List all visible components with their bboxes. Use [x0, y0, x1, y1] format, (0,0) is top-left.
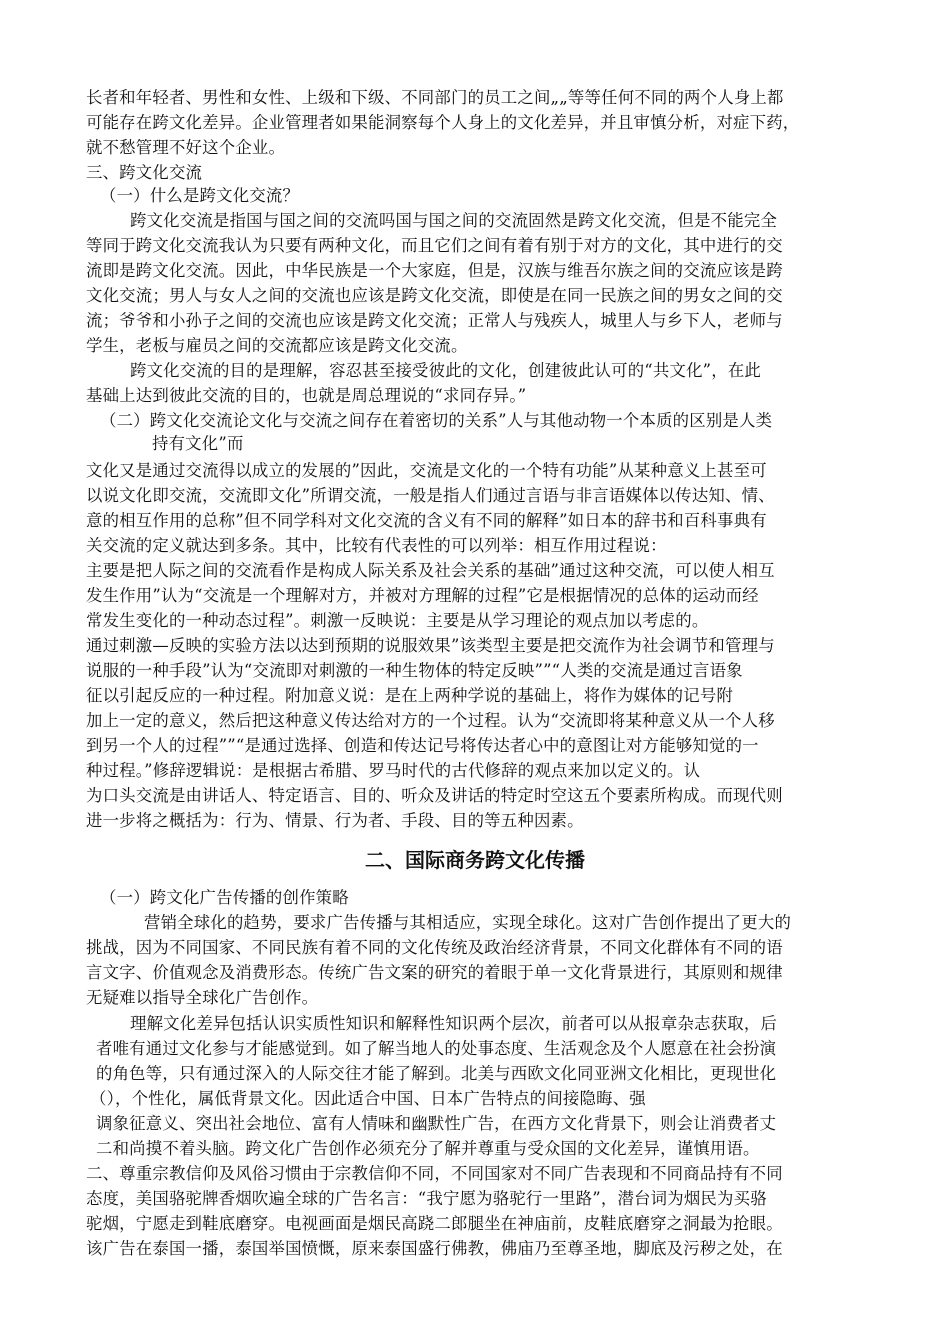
text-line: 种过程。”修辞逻辑说：是根据古希腊、罗马时代的古代修辞的观点来加以定义的。认 — [86, 761, 701, 780]
text-line: 无疑难以指导全球化广告创作。 — [86, 988, 319, 1007]
text-line: 发生作用”认为“交流是一个理解对方，并被对方理解的过程”它是根据情况的总体的运动而经 — [86, 586, 759, 605]
section-title: 三、跨文化交流 — [86, 163, 203, 182]
text-line: 流即是跨文化交流。因此，中华民族是一个大家庭，但是，汉族与维吾尔族之间的交流应该是跨 — [86, 261, 783, 280]
paragraph-first-line: 营销全球化的趋势，要求广告传播与其相适应，实现全球化。这对广告创作提出了更大的 — [144, 913, 792, 932]
paragraph-first-line: 理解文化差异包括认识实质性知识和解释性知识两个层次，前者可以从报章杂志获取，后 — [130, 1014, 778, 1033]
subsection-title: （一）跨文化广告传播的创作策略 — [100, 888, 349, 907]
text-line: 长者和年轻者、男性和女性、上级和下级、不同部门的员工之间„„等等任何不同的两个人身上都 — [86, 88, 784, 107]
text-line: （），个性化，属低背景文化。因此适合中国、日本广告特点的间接隐晦、强 — [90, 1089, 646, 1108]
text-line: 意的相互作用的总称”但不同学科对文化交流的含义有不同的解释”如日本的辞书和百科事典有 — [86, 511, 767, 530]
text-line: 态度，美国骆驼牌香烟吹遍全球的广告名言：“我宁愿为骆驼行一里路”，潜台词为烟民为买骆 — [86, 1189, 767, 1208]
text-line: 二和尚摸不着头脑。跨文化广告创作必须充分了解并尊重与受众国的文化差异，谨慎用语。 — [96, 1139, 760, 1158]
text-line: 文化交流；男人与女人之间的交流也应该是跨文化交流，即使是在同一民族之间的男女之间的交 — [86, 286, 783, 305]
text-line: 驼烟，宁愿走到鞋底磨穿。电视画面是烟民高跷二郎腿坐在神庙前，皮鞋底磨穿之洞最为抢眼。 — [86, 1214, 783, 1233]
text-line: 调象征意义、突出社会地位、富有人情味和幽默性广告，在西方文化背景下，则会让消费者丈 — [96, 1114, 777, 1133]
text-line: 常发生变化的一种动态过程”。刺激一反映说：主要是从学习理论的观点加以考虑的。 — [86, 611, 709, 630]
text-line: 以说文化即交流，交流即文化”所谓交流，一般是指人们通过言语与非言语媒体以传达知、情、 — [86, 486, 775, 505]
paragraph-first-line: 跨文化交流是指国与国之间的交流吗国与国之间的交流固然是跨文化交流，但是不能完全 — [130, 211, 778, 230]
text-line: 的角色等，只有通过深入的人际交往才能了解到。北美与西欧文化同亚洲文化相比，更现世化 — [96, 1064, 777, 1083]
text-line: 持有文化”而 — [152, 434, 244, 453]
text-line: 文化又是通过交流得以成立的发展的”因此，交流是文化的一个特有功能”从某种意义上甚至可 — [86, 461, 767, 480]
text-line: 征以引起反应的一种过程。附加意义说：是在上两种学说的基础上，将作为媒体的记号附 — [86, 686, 734, 705]
text-line: 到另一个人的过程””“是通过选择、创造和传达记号将传达者心中的意图让对方能够知觉的一 — [86, 736, 759, 755]
text-line: 基础上达到彼此交流的目的，也就是周总理说的“求同存异。” — [86, 386, 527, 405]
text-line: 加上一定的意义，然后把这种意义传达给对方的一个过程。认为“交流即将某种意义从一个人移 — [86, 711, 775, 730]
text-line: 流；爷爷和小孙子之间的交流也应该是跨文化交流；正常人与残疾人，城里人与乡下人，老师与 — [86, 311, 783, 330]
subsection-title: （一）什么是跨文化交流？ — [100, 186, 300, 205]
text-line: 言文字、价值观念及消费形态。传统广告文案的研究的着眼于单一文化背景进行，其原则和规律 — [86, 963, 783, 982]
text-line: 者唯有通过文化参与才能感觉到。如了解当地人的处事态度、生活观念及个人愿意在社会扮演 — [96, 1039, 777, 1058]
subsection-title: （二）跨文化交流论文化与交流之间存在着密切的关系”人与其他动物一个本质的区别是人类 — [100, 411, 773, 430]
text-line: 等同于跨文化交流我认为只要有两种文化，而且它们之间有着有别于对方的文化，其中进行的交 — [86, 236, 783, 255]
text-line: 为口头交流是由讲话人、特定语言、目的、听众及讲话的特定时空这五个要素所构成。而现代则 — [86, 786, 783, 805]
text-line: 二、尊重宗教信仰及风俗习惯由于宗教信仰不同，不同国家对不同广告表现和不同商品持有不同 — [86, 1164, 783, 1183]
text-line: 说服的一种手段”认为“交流即对刺激的一种生物体的特定反映””“人类的交流是通过言语象 — [86, 661, 743, 680]
text-line: 就不愁管理不好这个企业。 — [86, 138, 286, 157]
text-line: 该广告在泰国一播，泰国举国愤慨，原来泰国盛行佛教，佛庙乃至尊圣地，脚底及污秽之处，在 — [86, 1239, 783, 1258]
text-line: 进一步将之概括为：行为、情景、行为者、手段、目的等五种因素。 — [86, 811, 584, 830]
text-line: 关交流的定义就达到多条。其中，比较有代表性的可以列举：相互作用过程说： — [86, 536, 667, 555]
paragraph-first-line: 跨文化交流的目的是理解，容忍甚至接受彼此的文化，创建彼此认可的“共文化”，在此 — [130, 361, 762, 380]
text-line: 主要是把人际之间的交流看作是构成人际关系及社会关系的基础”通过这种交流，可以使人相互 — [86, 561, 775, 580]
text-line: 挑战，因为不同国家、不同民族有着不同的文化传统及政治经济背景，不同文化群体有不同的语 — [86, 938, 783, 957]
section-heading: 二、国际商务跨文化传播 — [365, 848, 585, 872]
text-line: 可能存在跨文化差异。企业管理者如果能洞察每个人身上的文化差异，并且审慎分析，对症下药， — [86, 113, 800, 132]
text-line: 学生，老板与雇员之间的交流都应该是跨文化交流。 — [86, 336, 468, 355]
text-line: 通过刺激—反映的实验方法以达到预期的说服效果”该类型主要是把交流作为社会调节和管理与 — [86, 636, 775, 655]
